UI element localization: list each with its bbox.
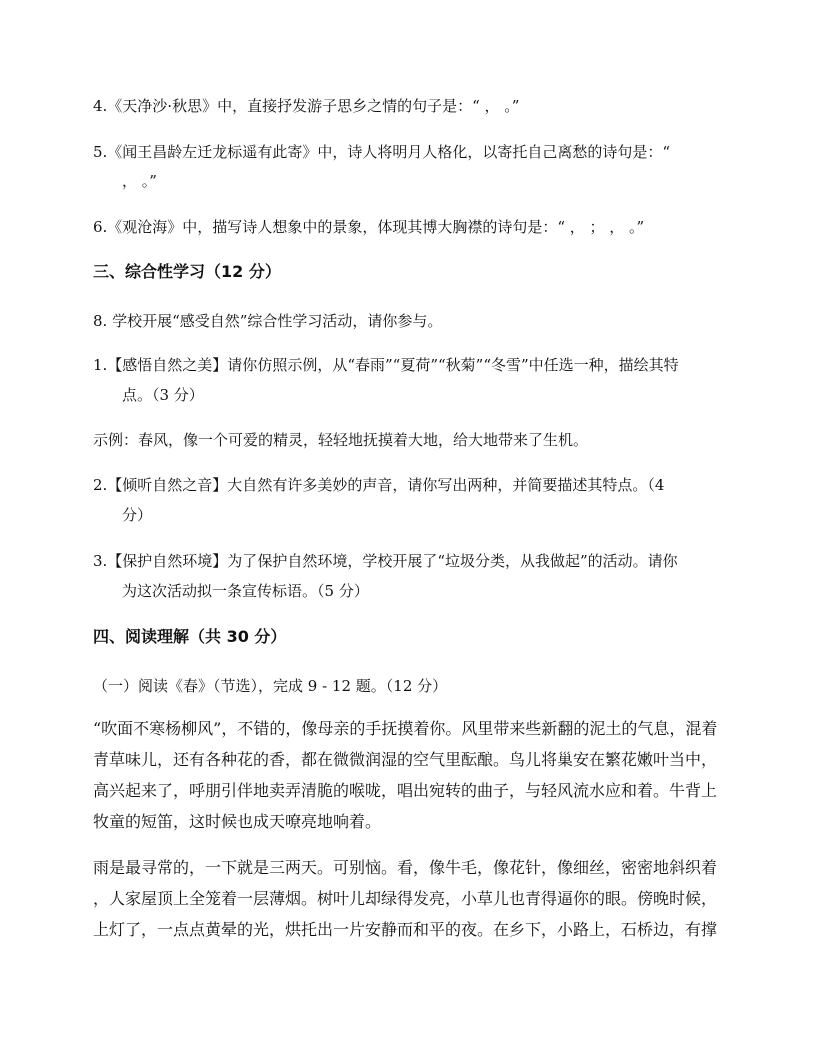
passage-p1-line-2: 青草味儿，还有各种花的香，都在微微润湿的空气里酝酿。鸟儿将巢安在繁花嫩叶当中， <box>93 750 718 769</box>
passage-p1-line-4: 牧童的短笛，这时候也成天嘹亮地响着。 <box>93 812 382 831</box>
passage-p1-line-1: “吹面不寒杨柳风”，不错的，像母亲的手抚摸着你。风里带来些新翻的泥土的气息，混着 <box>93 719 718 738</box>
question-5-continued: ， 。” <box>122 172 157 190</box>
reading-1-instruction: （一）阅读《春》（节选），完成 9 - 12 题。（12 分） <box>93 677 448 695</box>
passage-p2-line-1: 雨是最寻常的，一下就是三两天。可别恼。看，像牛毛，像花针，像细丝，密密地斜织着 <box>93 858 718 877</box>
task-1: 1.【感悟自然之美】请你仿照示例，从“春雨”“夏荷”“秋菊”“冬雪”中任选一种，描绘其特 <box>93 356 679 374</box>
task-2-continued: 分） <box>122 506 153 524</box>
task-3: 3.【保护自然环境】为了保护自然环境，学校开展了“垃圾分类，从我做起”的活动。请你 <box>93 552 678 570</box>
passage-p1-line-3: 高兴起来了，呼朋引伴地卖弄清脆的喉咙，唱出宛转的曲子，与轻风流水应和着。牛背上 <box>93 781 718 800</box>
question-6: 6.《观沧海》中，描写诗人想象中的景象，体现其博大胸襟的诗句是：“ ， ； ， 。” <box>93 218 645 236</box>
task-3-continued: 为这次活动拟一条宣传标语。（5 分） <box>122 582 369 600</box>
passage-p2-line-2: ，人家屋顶上全笼着一层薄烟。树叶儿却绿得发亮，小草儿也青得逼你的眼。傍晚时候， <box>93 889 718 908</box>
task-2: 2.【倾听自然之音】大自然有许多美妙的声音，请你写出两种，并简要描述其特点。（4 <box>93 476 665 494</box>
section-4-heading: 四、阅读理解（共 30 分） <box>93 627 287 646</box>
task-1-continued: 点。（3 分） <box>122 386 204 404</box>
question-4: 4.《天净沙·秋思》中，直接抒发游子思乡之情的句子是：“ ， 。” <box>93 97 520 115</box>
question-8-intro: 8. 学校开展“感受自然”综合性学习活动，请你参与。 <box>93 312 443 330</box>
example-text: 示例：春风，像一个可爱的精灵，轻轻地抚摸着大地，给大地带来了生机。 <box>93 431 589 449</box>
section-3-heading: 三、综合性学习（12 分） <box>93 262 281 281</box>
question-5: 5.《闻王昌龄左迁龙标遥有此寄》中，诗人将明月人格化，以寄托自己离愁的诗句是：“ <box>93 143 670 161</box>
passage-p2-line-3: 上灯了，一点点黄晕的光，烘托出一片安静而和平的夜。在乡下，小路上，石桥边，有撑 <box>93 920 718 939</box>
